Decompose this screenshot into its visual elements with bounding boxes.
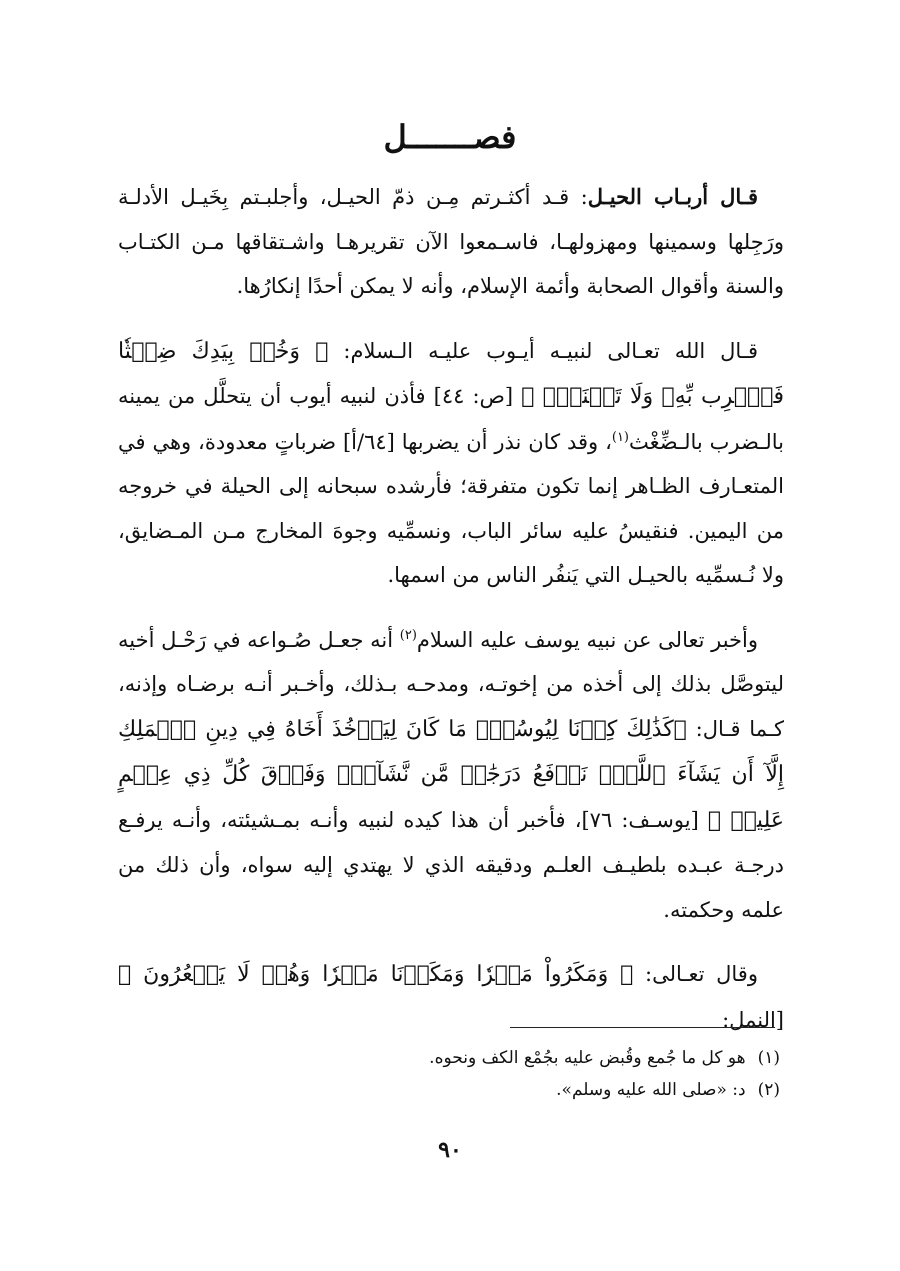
paragraph-2 bbox=[118, 329, 784, 598]
paragraph-4-before: وقال تعـالى: bbox=[633, 962, 758, 986]
paragraph-4 bbox=[118, 952, 784, 1042]
footnote-2-text: د: «صلى الله عليه وسلم». bbox=[556, 1080, 746, 1100]
footnote-divider bbox=[510, 1027, 775, 1028]
page-number: ٩٠ bbox=[438, 1137, 462, 1163]
footnote-1-number: (١) bbox=[757, 1048, 780, 1068]
paragraph-3-after: [يوسـف: ٧٦]، فأخبر أن هذا كيده لنبيه وأنـه بمـشيئته، وأنـه يرفـع درجـة عبـده بلطيـف العلـم ودقيقه الذي لا يهتدي إليه سواه، وأن ذلك من علمه وحكمته. bbox=[118, 807, 784, 922]
paragraph-3-quran-verse: ﴿كَذَٰلِكَ كِدۡنَا لِيُوسُفَۖ مَا كَانَ لِيَأۡخُذَ أَخَاهُ فِي دِينِ ٱلۡمَلِكِ إِلَّآ أَن يَشَآءَ ٱللَّهُۚ نَرۡفَعُ دَرَجَٰتٖ مَّن نَّشَآءُۗ وَفَوۡقَ كُلِّ ذِي عِلۡمٍ عَلِيمٞ ﴾ bbox=[118, 716, 784, 833]
paragraph-1-text: : قـد أكثـرتم مِـن ذمّ الحيـل، وأجلبـتم بِخَيـل الأدلـة ورَجِلها وسمينها ومهزولهـا، فاسـمعوا الآن تقريرهـا واشـتقاقها مـن الكتـاب والسنة وأقوال الصحابة وأئمة الإسلام، وأنه لا يمكن أحدًا إنكارُها. bbox=[118, 185, 784, 298]
footnote-1 bbox=[300, 1042, 780, 1074]
footnotes bbox=[300, 1042, 780, 1106]
footnote-2-number: (٢) bbox=[757, 1080, 780, 1100]
paragraph-2-after: ، وقد كان نذر أن يضربها [٦٤/أ] ضرباتٍ معدودة، وهي في المتعـارف الظـاهر إنما تكون متفرقة؛ فأرشده سبحانه إلى الحيلة في خروجه من اليمين. فنقيسُ عليه سائر الباب، ونسمِّيه وجوهَ المخارج مـن المـضايق، ولا نُـسمِّيه بالحيـل التي يَنفُر الناس من اسمها. bbox=[118, 429, 784, 587]
footnote-ref-1: (١) bbox=[611, 429, 629, 445]
paragraph-2-middle: [ص: ٤٤] فأذن لنبيه أيوب أن يتحلَّل من يمينه بالـضرب بالـضِّغْث bbox=[118, 384, 785, 454]
paragraph-4-after: [النمل: bbox=[722, 1007, 784, 1032]
footnote-1-text: هو كل ما جُمع وقُبض عليه بجُمْع الكف ونحوه. bbox=[429, 1048, 746, 1068]
footnote-2 bbox=[300, 1074, 780, 1106]
paragraph-2-before: قـال الله تعـالى لنبيـه أيـوب عليـه الـسلام: bbox=[328, 338, 758, 363]
paragraph-1 bbox=[118, 175, 784, 309]
body-text bbox=[118, 175, 784, 1062]
paragraph-1-lead: قـال أربـاب الحيـل bbox=[587, 184, 758, 209]
paragraph-3-middle: أنه جعـل صُـواعه في رَحْـل أخيه ليتوصَّل بذلك إلى أخذه من إخوتـه، ومدحـه بـذلك، وأخـبر أنـه برضـاه وإذنه، كـما قـال: bbox=[118, 627, 784, 741]
paragraph-2-quran-verse: ﴿ وَخُذۡ بِيَدِكَ ضِغۡثٗا فَٱضۡرِب بِّهِۦ وَلَا تَحۡنَثۡۗ ﴾ bbox=[118, 338, 784, 409]
footnote-ref-2: (٢) bbox=[399, 627, 417, 643]
paragraph-4-quran-verse: ﴿ وَمَكَرُواْ مَكۡرٗا وَمَكَرۡنَا مَكۡرٗا وَهُمۡ لَا يَشۡعُرُونَ ﴾ bbox=[118, 962, 634, 987]
section-heading: فصـــــــل bbox=[383, 118, 517, 156]
paragraph-3 bbox=[118, 618, 784, 933]
paragraph-3-before: وأخبر تعالى عن نبيه يوسف عليه السلام bbox=[416, 627, 758, 652]
